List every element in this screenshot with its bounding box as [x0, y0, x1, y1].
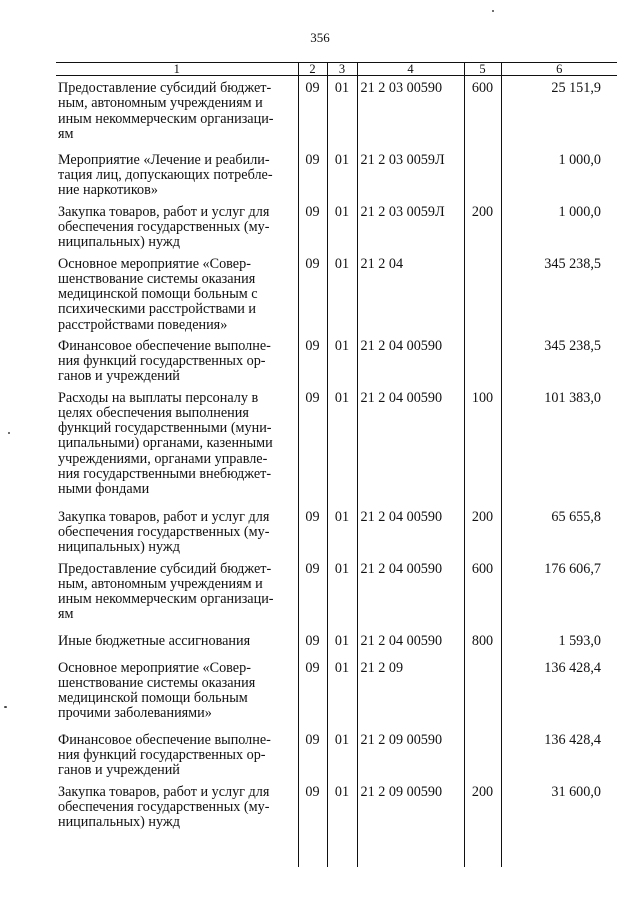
table-row: [56, 252, 617, 334]
row-target-article-code: 21 2 04 00590: [357, 557, 464, 629]
scan-speck: [8, 432, 10, 434]
column-header-4: 4: [357, 63, 464, 76]
row-expense-type-code: 600: [464, 76, 501, 148]
row-amount: 101 383,0: [501, 386, 617, 505]
row-expense-type-code: [464, 728, 501, 780]
table-body: [56, 76, 617, 867]
row-amount: 65 655,8: [501, 505, 617, 557]
row-expense-type-code: [464, 252, 501, 334]
row-subsection-code: 01: [327, 557, 357, 629]
budget-table: [56, 62, 617, 867]
page-number: 356: [310, 30, 330, 45]
table-row: [56, 334, 617, 386]
row-section-code: 09: [298, 386, 327, 505]
row-expense-type-code: [464, 334, 501, 386]
empty-cell: [357, 832, 464, 867]
row-description: Закупка товаров, работ и услуг для обеспечения государственных (му- ниципальных) нужд: [58, 203, 270, 251]
row-subsection-code: 01: [327, 780, 357, 832]
table-row: [56, 656, 617, 728]
row-target-article-code: 21 2 03 00590: [357, 76, 464, 148]
row-target-article-code: 21 2 03 0059Л: [357, 200, 464, 252]
row-target-article-code: 21 2 09 00590: [357, 728, 464, 780]
column-header-3: 3: [327, 63, 357, 76]
row-target-article-code: 21 2 04 00590: [357, 629, 464, 656]
row-description: Предоставление субсидий бюджет- ным, автономным учреждениям и иным некоммерческим организаци- ям: [58, 80, 274, 142]
column-header-1: 1: [56, 63, 298, 76]
row-amount: 345 238,5: [501, 334, 617, 386]
row-section-code: 09: [298, 148, 327, 200]
row-target-article-code: 21 2 04 00590: [357, 386, 464, 505]
row-expense-type-code: [464, 656, 501, 728]
row-expense-type-code: 100: [464, 386, 501, 505]
table-header: [56, 63, 617, 76]
row-expense-type-code: 200: [464, 200, 501, 252]
row-subsection-code: 01: [327, 148, 357, 200]
table-row: [56, 386, 617, 505]
scan-speck: [4, 706, 7, 708]
row-description: Иные бюджетные ассигнования: [58, 632, 251, 649]
table-row: [56, 505, 617, 557]
column-header-6: 6: [501, 63, 617, 76]
row-expense-type-code: 200: [464, 780, 501, 832]
row-amount: 31 600,0: [501, 780, 617, 832]
row-amount: 136 428,4: [501, 656, 617, 728]
row-subsection-code: 01: [327, 200, 357, 252]
row-amount: 1 000,0: [501, 200, 617, 252]
column-header-2: 2: [298, 63, 327, 76]
table-row: [56, 728, 617, 780]
row-target-article-code: 21 2 09: [357, 656, 464, 728]
row-subsection-code: 01: [327, 334, 357, 386]
table-row: [56, 629, 617, 656]
table-filler-row: [56, 832, 617, 867]
empty-cell: [56, 832, 298, 867]
scan-speck: [492, 10, 494, 12]
row-amount: 1 593,0: [501, 629, 617, 656]
row-description: Закупка товаров, работ и услуг для обеспечения государственных (му- ниципальных) нужд: [58, 783, 270, 831]
row-subsection-code: 01: [327, 656, 357, 728]
row-subsection-code: 01: [327, 386, 357, 505]
table-row: [56, 148, 617, 200]
table-row: [56, 557, 617, 629]
empty-cell: [298, 832, 327, 867]
row-description: Предоставление субсидий бюджет- ным, автономным учреждениям и иным некоммерческим организаци- ям: [58, 560, 274, 623]
row-description: Финансовое обеспечение выполне- ния функций государственных ор- ганов и учреждений: [58, 731, 271, 779]
row-target-article-code: 21 2 04 00590: [357, 505, 464, 557]
row-amount: 1 000,0: [501, 148, 617, 200]
row-expense-type-code: 200: [464, 505, 501, 557]
empty-cell: [464, 832, 501, 867]
table-row: [56, 200, 617, 252]
row-section-code: 09: [298, 334, 327, 386]
table-row: [56, 780, 617, 832]
row-section-code: 09: [298, 557, 327, 629]
row-expense-type-code: 800: [464, 629, 501, 656]
row-target-article-code: 21 2 04 00590: [357, 334, 464, 386]
row-amount: 136 428,4: [501, 728, 617, 780]
row-section-code: 09: [298, 252, 327, 334]
row-section-code: 09: [298, 76, 327, 148]
row-description: Мероприятие «Лечение и реабили- тация лиц, допускающих потребле- ние наркотиков»: [58, 151, 273, 199]
row-amount: 345 238,5: [501, 252, 617, 334]
empty-cell: [327, 832, 357, 867]
row-subsection-code: 01: [327, 505, 357, 557]
row-description: Основное мероприятие «Совер- шенствование системы оказания медицинской помощи больным с психическими расстройствами и расстройствами поведения»: [58, 255, 258, 333]
table-row: [56, 76, 617, 148]
row-description: Финансовое обеспечение выполне- ния функций государственных ор- ганов и учреждений: [58, 337, 271, 385]
row-amount: 25 151,9: [501, 76, 617, 148]
row-description: Расходы на выплаты персоналу в целях обеспечения выполнения функций государственными (муни- ципальными) органами, казенными учреждениями, органами управле- ния государственными внебюджет- ными фондами: [58, 389, 273, 498]
row-section-code: 09: [298, 505, 327, 557]
row-description: Закупка товаров, работ и услуг для обеспечения государственных (му- ниципальных) нужд: [58, 508, 270, 556]
row-subsection-code: 01: [327, 76, 357, 148]
row-section-code: 09: [298, 656, 327, 728]
row-target-article-code: 21 2 09 00590: [357, 780, 464, 832]
row-target-article-code: 21 2 04: [357, 252, 464, 334]
row-section-code: 09: [298, 629, 327, 656]
row-expense-type-code: 600: [464, 557, 501, 629]
row-subsection-code: 01: [327, 252, 357, 334]
row-description: Основное мероприятие «Совер- шенствование системы оказания медицинской помощи больным прочими заболеваниями»: [58, 659, 256, 722]
row-amount: 176 606,7: [501, 557, 617, 629]
row-section-code: 09: [298, 728, 327, 780]
row-subsection-code: 01: [327, 728, 357, 780]
row-expense-type-code: [464, 148, 501, 200]
empty-cell: [501, 832, 617, 867]
row-section-code: 09: [298, 200, 327, 252]
row-section-code: 09: [298, 780, 327, 832]
row-target-article-code: 21 2 03 0059Л: [357, 148, 464, 200]
column-header-5: 5: [464, 63, 501, 76]
row-subsection-code: 01: [327, 629, 357, 656]
